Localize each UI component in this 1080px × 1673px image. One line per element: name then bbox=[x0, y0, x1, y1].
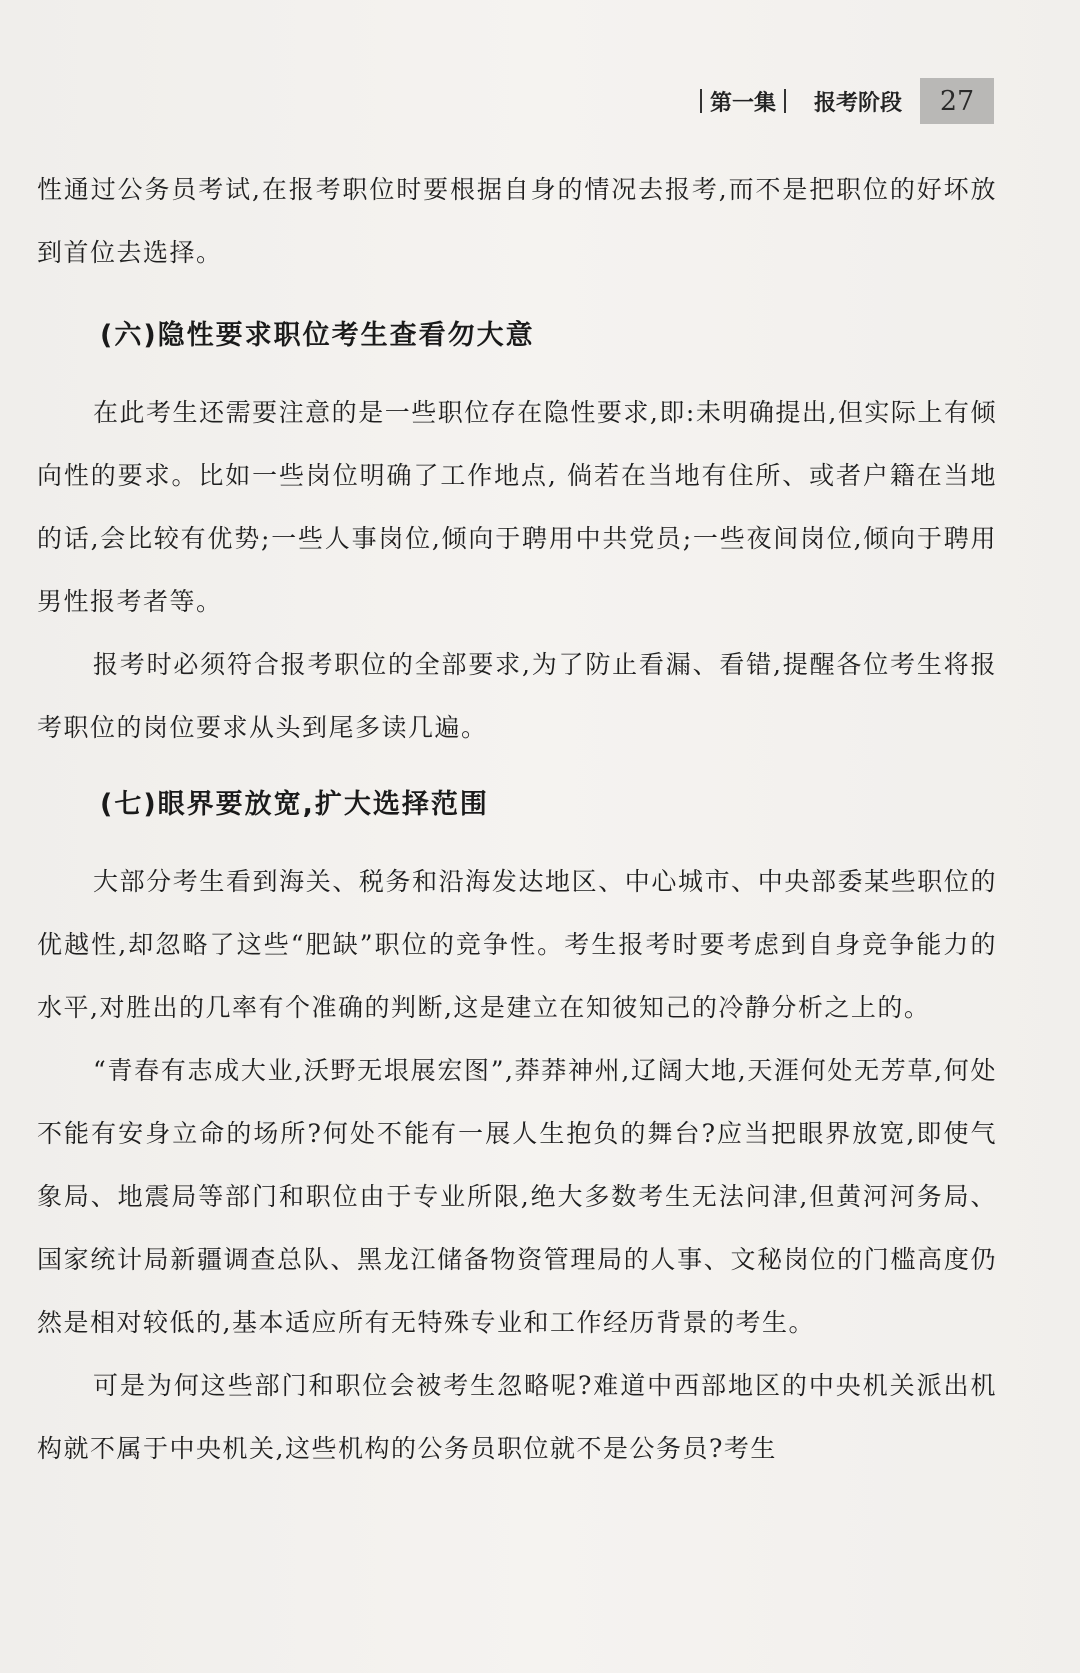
section-heading-six: (六)隐性要求职位考生查看勿大意 bbox=[100, 320, 535, 351]
body-paragraph: 可是为何这些部门和职位会被考生忽略呢?难道中西部地区的中央机关派出机构就不属于中央机关,这些机构的公务员职位就不是公务员?考生 bbox=[37, 1371, 997, 1463]
collection-label: 第一集 bbox=[709, 90, 776, 116]
running-header bbox=[692, 78, 994, 124]
section-heading-seven: (七)眼界要放宽,扩大选择范围 bbox=[100, 789, 489, 820]
body-paragraph: “青春有志成大业,沃野无垠展宏图”,莽莽神州,辽阔大地,天涯何处无芳草,何处不能有安身立命的场所?何处不能有一展人生抱负的舞台?应当把眼界放宽,即使气象局、地震局等部门和职位由于专业所限,绝大多数考生无法问津,但黄河河务局、国家统计局新疆调查总队、黑龙江储备物资管理局的人事、文秘岗位的门槛高度仍然是相对较低的,基本适应所有无特殊专业和工作经历背景的考生。 bbox=[37, 1056, 997, 1337]
header-divider bbox=[784, 89, 786, 113]
body-paragraph: 报考时必须符合报考职位的全部要求,为了防止看漏、看错,提醒各位考生将报考职位的岗位要求从头到尾多读几遍。 bbox=[37, 650, 997, 742]
header-divider bbox=[700, 89, 702, 113]
page-content bbox=[37, 158, 997, 1480]
page-number: 27 bbox=[920, 78, 994, 124]
body-paragraph: 大部分考生看到海关、税务和沿海发达地区、中心城市、中央部委某些职位的优越性,却忽略了这些“肥缺”职位的竞争性。考生报考时要考虑到自身竞争能力的水平,对胜出的几率有个准确的判断,这是建立在知彼知己的冷静分析之上的。 bbox=[37, 867, 997, 1022]
section-label: 报考阶段 bbox=[813, 90, 902, 116]
intro-paragraph: 性通过公务员考试,在报考职位时要根据自身的情况去报考,而不是把职位的好坏放到首位去选择。 bbox=[37, 175, 997, 267]
body-paragraph: 在此考生还需要注意的是一些职位存在隐性要求,即:未明确提出,但实际上有倾向性的要求。比如一些岗位明确了工作地点, 倘若在当地有住所、或者户籍在当地的话,会比较有优势;一些人事岗位,倾向于聘用中共党员;一些夜间岗位,倾向于聘用男性报考者等。 bbox=[37, 398, 997, 616]
